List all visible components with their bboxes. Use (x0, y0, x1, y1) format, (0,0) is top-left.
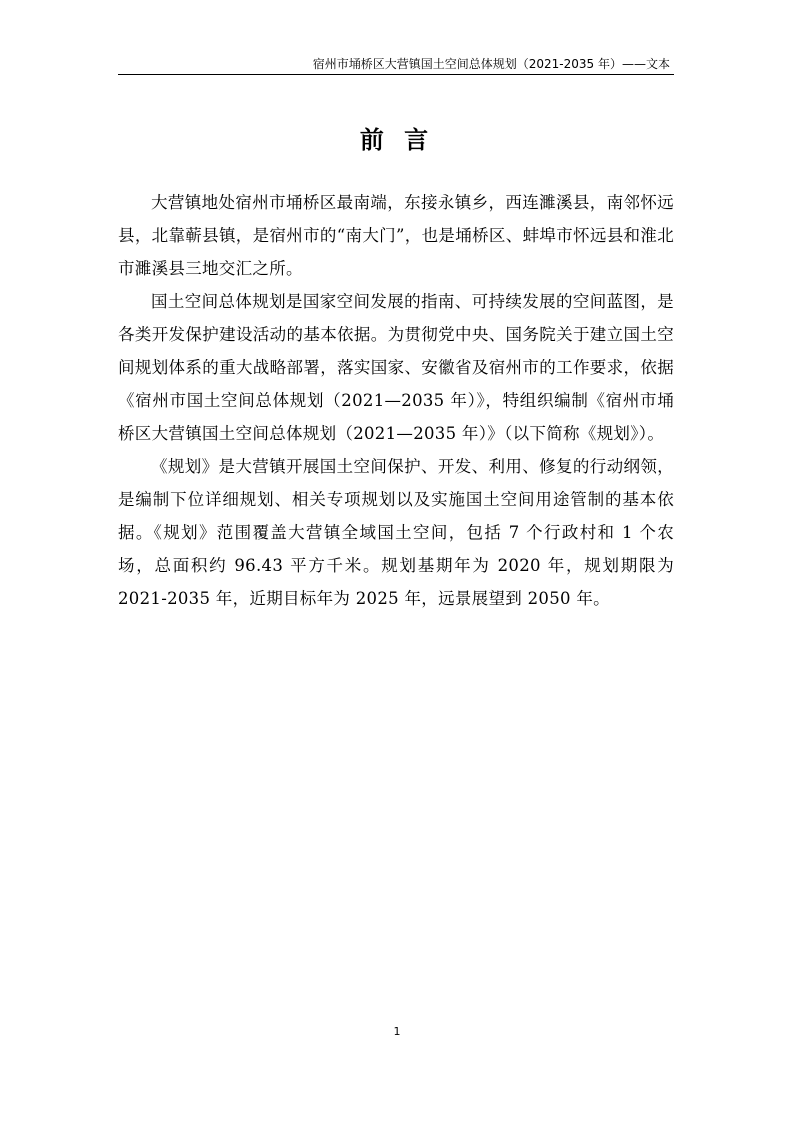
paragraph-purpose: 国土空间总体规划是国家空间发展的指南、可持续发展的空间蓝图，是各类开发保护建设活动的基本依据。为贯彻党中央、国务院关于建立国土空间规划体系的重大战略部署，落实国家、安徽省及宿州市的工作要求，依据《宿州市国土空间总体规划（2021—2035 年）》，特组织编制《宿州市埇桥区大营镇国土空间总体规划（2021—2035 年）》（以下简称《规划》）。 (118, 292, 674, 443)
page-number: 1 (393, 1025, 401, 1038)
document-body (118, 186, 674, 615)
paragraph-scope: 《规划》是大营镇开展国土空间保护、开发、利用、修复的行动纲领，是编制下位详细规划、相关专项规划以及实施国土空间用途管制的基本依据。《规划》范围覆盖大营镇全域国土空间，包括 7 个行政村和 1 个农场，总面积约 96.43 平方千米。规划基期年为 2020 年，规划期限为 2021-2035 年，近期目标年为 2025 年，远景展望到 2050 年。 (118, 457, 674, 608)
page-title: 前 言 (359, 125, 435, 154)
header-divider (118, 74, 674, 75)
running-header: 宿州市埇桥区大营镇国土空间总体规划（2021-2035 年）——文本 (312, 57, 670, 71)
paragraph-location: 大营镇地处宿州市埇桥区最南端，东接永镇乡，西连濉溪县，南邻怀远县，北靠蕲县镇，是宿州市的“南大门”，也是埇桥区、蚌埠市怀远县和淮北市濉溪县三地交汇之所。 (118, 193, 674, 278)
